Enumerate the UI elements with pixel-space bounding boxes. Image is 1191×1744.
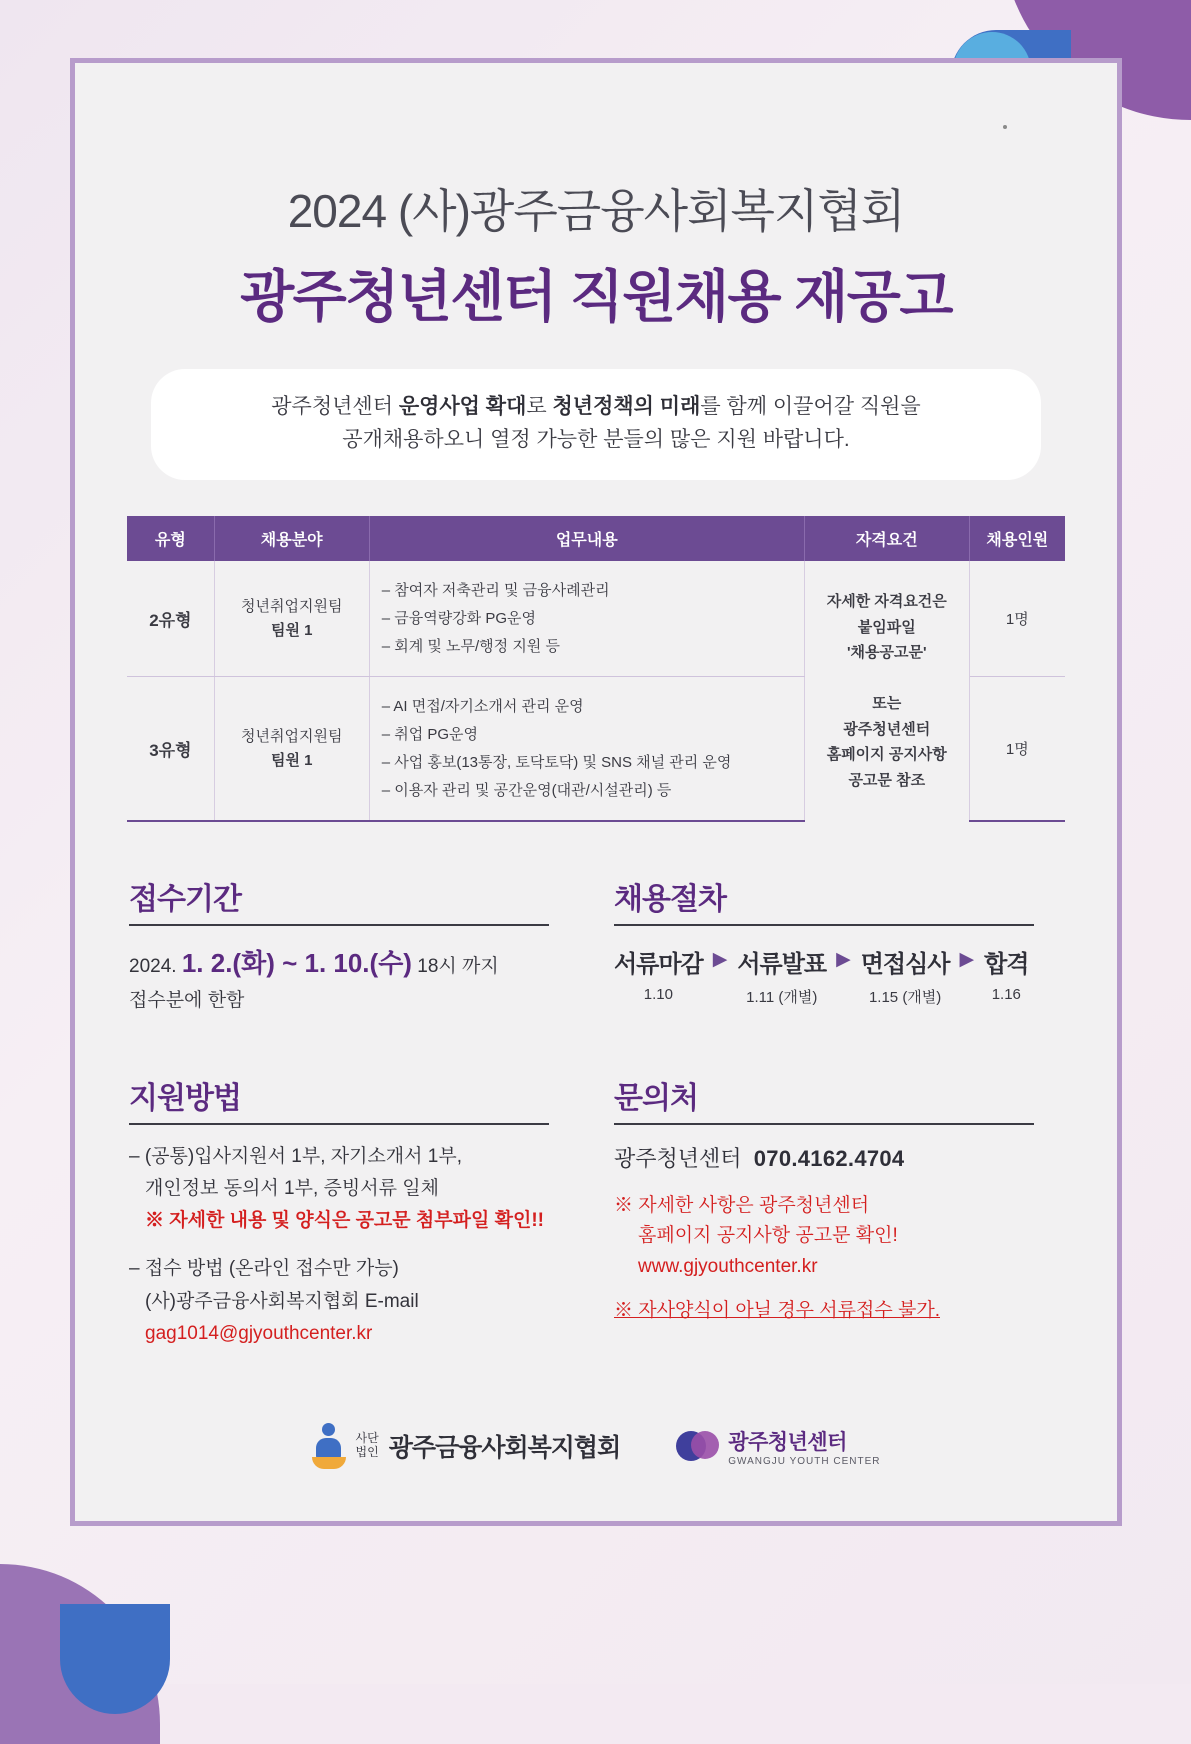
step-date: 1.10	[643, 986, 673, 1004]
process-step	[614, 944, 703, 1003]
duty-item: – 이용자 관리 및 공간운영(대관/시설관리) 등	[382, 777, 792, 805]
cell-count: 1명	[969, 561, 1065, 677]
section-title-apply: 지원방법	[129, 1081, 241, 1115]
arrow-right-icon: ▶	[712, 949, 728, 971]
section-contact	[596, 1073, 1063, 1367]
duty-item: – 참여자 저축관리 및 금융사례관리	[382, 577, 792, 605]
qual-line: 자세한 자격요건은	[826, 593, 947, 611]
apply-item1-text1: (공통)입사지원서 1부, 자기소개서 1부,	[144, 1145, 462, 1167]
page-title: 광주청년센터 직원채용 재공고	[240, 265, 952, 328]
step-label: 면접심사	[860, 951, 950, 979]
step-date: 1.16	[991, 986, 1021, 1004]
footer-logos	[75, 1423, 1117, 1469]
apply-email[interactable]: gag1014@gjyouthcenter.kr	[145, 1323, 373, 1345]
period-prefix: 2024.	[129, 956, 177, 978]
apply-item1-line1: – (공통)입사지원서 1부, 자기소개서 1부,	[129, 1145, 462, 1167]
logo1-prefix-line1: 사단	[355, 1431, 379, 1446]
divider	[129, 924, 549, 926]
period-suffix: 18시 까지	[417, 956, 499, 978]
section-title-contact: 문의처	[614, 1081, 698, 1115]
qual-line: 홈페이지 공지사항	[826, 746, 947, 764]
cell-count: 1명	[969, 677, 1065, 822]
process-step	[737, 944, 826, 1007]
cell-duties	[369, 677, 804, 822]
step-date: 1.15 (개별)	[868, 989, 942, 1007]
cell-qualification	[804, 561, 969, 821]
arrow-right-icon: ▶	[836, 949, 851, 971]
logo-gwangju-youth-center	[676, 1426, 880, 1467]
info-sections-bottom	[123, 1073, 1069, 1367]
logo1-prefix-line2: 법인	[355, 1445, 379, 1459]
apply-item-1	[129, 1141, 566, 1238]
step-label: 합격	[984, 951, 1029, 979]
lead-part-a: 광주청년센터	[271, 395, 399, 418]
col-field: 채용분야	[214, 516, 369, 561]
qual-line: 또는	[872, 695, 902, 713]
lead-line1	[271, 395, 920, 418]
lead-part-e: 를 함께 이끌어갈 직원을	[700, 395, 921, 418]
apply-body	[129, 1141, 566, 1351]
apply-item1-line2: 개인정보 동의서 1부, 증빙서류 일체	[145, 1177, 439, 1199]
col-type: 유형	[127, 516, 214, 561]
two-circles-icon	[676, 1429, 718, 1463]
logo1-prefix	[356, 1432, 379, 1460]
jobs-table-wrapper	[127, 516, 1065, 822]
col-qualification: 자격요건	[804, 516, 969, 561]
contact-website[interactable]: www.gjyouthcenter.kr	[638, 1255, 818, 1277]
decorative-blob-bottom-left-blue	[60, 1604, 170, 1714]
divider	[129, 1123, 549, 1125]
divider	[614, 924, 1034, 926]
cell-type: 3유형	[127, 677, 214, 822]
qual-line: '채용공고문'	[846, 644, 927, 662]
cell-duties	[369, 561, 804, 677]
logo-gwangju-finance-welfare	[312, 1423, 621, 1469]
process-step	[861, 944, 950, 1007]
poster-subtitle: 2024 (사)광주금융사회복지협회	[287, 185, 905, 237]
note1-line1: ※ 자세한 사항은 광주청년센터	[614, 1194, 870, 1216]
qual-line: 붙임파일	[857, 618, 916, 636]
step-date: 1.11 (개별)	[746, 989, 818, 1007]
decorative-dot	[1003, 125, 1007, 129]
poster-card	[70, 58, 1122, 1526]
cell-type: 2유형	[127, 561, 214, 677]
arrow-right-icon: ▶	[959, 949, 975, 971]
field-line2: 팀원 1	[270, 751, 313, 769]
period-body	[129, 942, 566, 1016]
cell-field	[214, 677, 369, 822]
divider	[614, 1123, 1034, 1125]
logo2-text	[728, 1426, 880, 1467]
duty-item: – AI 면접/자기소개서 관리 운영	[382, 693, 792, 721]
contact-phone: 070.4162.4704	[753, 1145, 905, 1171]
contact-note-1	[614, 1191, 1063, 1282]
apply-item2-line2: (사)광주금융사회복지협회 E-mail	[145, 1290, 419, 1312]
col-count: 채용인원	[969, 516, 1065, 561]
duty-item: – 취업 PG운영	[382, 721, 792, 749]
lead-message	[151, 369, 1041, 480]
contact-phone-line	[614, 1141, 1063, 1177]
logo2-korean: 광주청년센터	[728, 1430, 847, 1454]
apply-item2-line1: – 접수 방법 (온라인 접수만 가능)	[129, 1258, 399, 1280]
field-line2: 팀원 1	[270, 621, 313, 639]
table-header-row	[127, 516, 1065, 561]
period-note: 접수분에 한함	[129, 990, 245, 1012]
lead-part-d: 청년정책의 미래	[552, 395, 701, 418]
duty-item: – 금융역량강화 PG운영	[382, 605, 792, 633]
contact-body	[614, 1141, 1063, 1327]
info-sections-top	[123, 874, 1069, 1016]
note2-text: ※ 자사양식이 아닐 경우 서류접수 불가.	[614, 1300, 940, 1322]
section-title-process: 채용절차	[614, 883, 726, 917]
process-step	[984, 944, 1028, 1003]
jobs-table	[127, 516, 1065, 822]
apply-warning: ※ 자세한 내용 및 양식은 공고문 첨부파일 확인!!	[145, 1210, 544, 1232]
logo1-name: 광주금융사회복지협회	[388, 1434, 621, 1462]
section-apply	[129, 1073, 596, 1367]
field-line1: 청년취업지원팀	[241, 727, 343, 745]
cell-field	[214, 561, 369, 677]
qual-line: 광주청년센터	[843, 720, 931, 738]
note1-line2: 홈페이지 공지사항 공고문 확인!	[638, 1225, 898, 1247]
duty-item: – 회계 및 노무/행정 지원 등	[382, 633, 792, 661]
process-steps	[614, 944, 1063, 1007]
step-label: 서류발표	[737, 951, 827, 979]
person-figure-icon	[312, 1423, 346, 1469]
lead-part-b: 운영사업 확대	[398, 395, 527, 418]
section-period	[129, 874, 596, 1016]
duty-item: – 사업 홍보(13통장, 토닥토닥) 및 SNS 채널 관리 운영	[382, 749, 792, 777]
apply-item2-text1: 접수 방법 (온라인 접수만 가능)	[144, 1258, 399, 1280]
col-duty: 업무내용	[369, 516, 804, 561]
lead-line2: 공개채용하오니 열정 가능한 분들의 많은 지원 바랍니다.	[342, 427, 850, 451]
qual-line: 공고문 참조	[848, 771, 926, 789]
table-row	[127, 561, 1065, 677]
logo2-english: GWANGJU YOUTH CENTER	[728, 1455, 881, 1467]
lead-part-c: 로	[526, 395, 553, 418]
field-line1: 청년취업지원팀	[241, 597, 343, 615]
section-process	[596, 874, 1063, 1016]
step-label: 서류마감	[614, 951, 703, 979]
contact-note-2	[614, 1296, 1063, 1326]
apply-item-2	[129, 1253, 566, 1350]
period-dates: 1. 2.(화) ~ 1. 10.(수)	[181, 948, 412, 979]
contact-org: 광주청년센터	[614, 1145, 742, 1171]
section-title-period: 접수기간	[129, 883, 241, 917]
